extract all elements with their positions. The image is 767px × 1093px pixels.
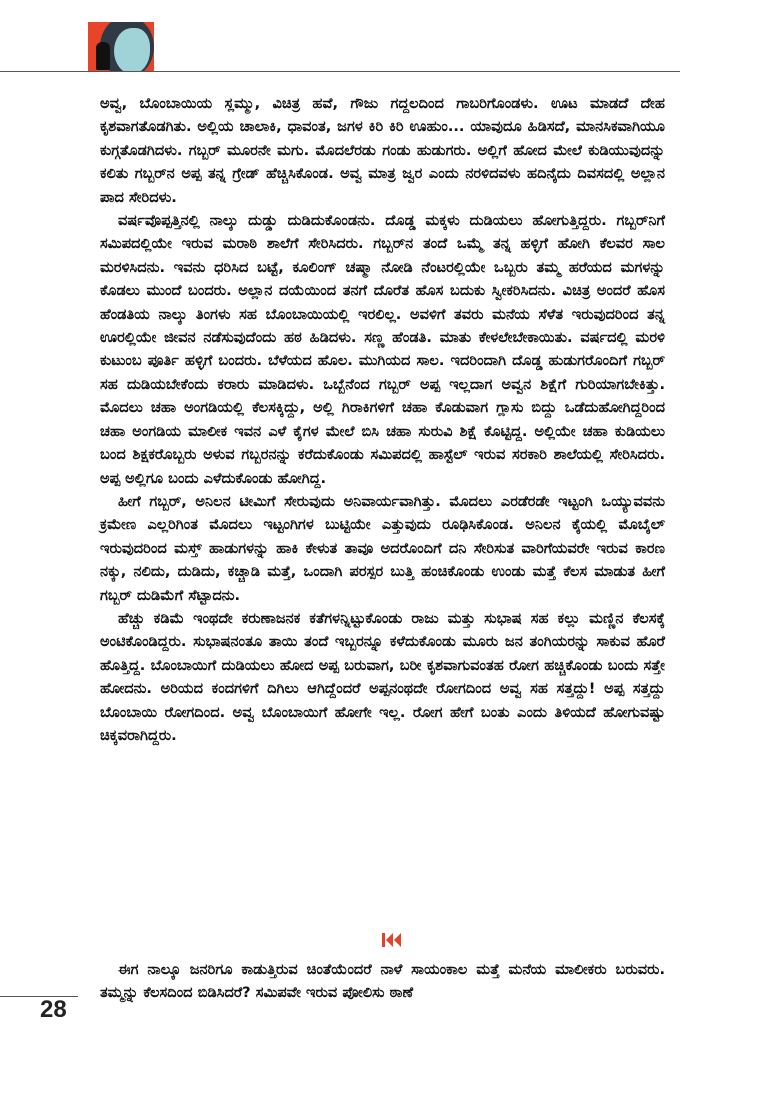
article-continuation	[100, 958, 665, 1005]
article-body	[100, 92, 665, 747]
paragraph: ಈಗ ನಾಲ್ಕೂ ಜನರಿಗೂ ಕಾಡುತ್ತಿರುವ ಚಿಂತೆಯೆಂದರೆ ನಾಳೆ ಸಾಯಂಕಾಲ ಮತ್ತೆ ಮನೆಯ ಮಾಲೀಕರು ಬರುವರು. ತಮ್ಮನ್ನು ಕೆಲಸದಿಂದ ಬಿಡಿಸಿದರೆ? ಸಮಿಪವೇ ಇರುವ ಪೋಲಿಸು ಠಾಣೆ	[100, 961, 665, 1002]
double-chevron-icon	[381, 931, 403, 949]
paragraph: ಹೀಗೆ ಗಬ್ಬರ್, ಅನಿಲನ ಟೀಮಿಗೆ ಸೇರುವುದು ಅನಿವಾರ್ಯವಾಗಿತ್ತು. ಮೊದಲು ಎರಡೆರಡೇ ಇಟ್ಟಂಗಿ ಒಯ್ಯುವವನು ಕ್ರಮೇಣ ಎಲ್ಲರಿಗಿಂತ ಮೊದಲು ಇಟ್ಟಂಗಿಗಳ ಬುಟ್ಟಿಯೇ ಎತ್ತುವುದು ರೂಢಿಸಿಕೊಂಡ. ಅನಿಲನ ಕೈಯಲ್ಲಿ ಮೊಬೈಲ್ ಇರುವುದರಿಂದ ಮಸ್ತ್ ಹಾಡುಗಳನ್ನು ಹಾಕಿ ಕೇಳುತ ತಾವೂ ಅದರೊಂದಿಗೆ ದನಿ ಸೇರಿಸುತ ವಾರಿಗೆಯವರೇ ಇರುವ ಕಾರಣ ನಕ್ಕು, ನಲಿದು, ದುಡಿದು, ಕಚ್ಚಾಡಿ ಮತ್ತೆ, ಒಂದಾಗಿ ಪರಸ್ಪರ ಬುತ್ತಿ ಹಂಚಿಕೊಂಡು ಉಂಡು ಮತ್ತೆ ಕೆಲಸ ಮಾಡುತ ಹೀಗೆ ಗಬ್ಬರ್ ದುಡಿಮೆಗೆ ಸೆಟ್ಟಾದನು.	[100, 492, 665, 604]
page-number: 28	[40, 996, 67, 1023]
paragraph: ವರ್ಷವೊಪ್ಪತ್ತಿನಲ್ಲಿ ನಾಲ್ಕು ದುಡ್ಡು ದುಡಿದುಕೊಂಡನು. ದೊಡ್ಡ ಮಕ್ಕಳು ದುಡಿಯಲು ಹೋಗುತ್ತಿದ್ದರು. ಗಬ್ಬರ್‌ನಿಗೆ ಸಮಿಪದಲ್ಲಿಯೇ ಇರುವ ಮರಾಠಿ ಶಾಲೆಗೆ ಸೇರಿಸಿದರು. ಗಬ್ಬರ್‌ನ ತಂದೆ ಒಮ್ಮೆ ತನ್ನ ಹಳ್ಳಿಗೆ ಹೋಗಿ ಕೆಲವರ ಸಾಲ ಮರಳಿಸಿದನು. ಇವನು ಧರಿಸಿದ ಬಟ್ಟೆ, ಕೂಲಿಂಗ್ ಚಷ್ಮಾ ನೋಡಿ ನೆಂಟರಲ್ಲಿಯೇ ಒಬ್ಬರು ತಮ್ಮ ಹರೆಯದ ಮಗಳನ್ನು ಕೊಡಲು ಮುಂದೆ ಬಂದರು. ಅಲ್ಲಾನ ದಯೆಯಿಂದ ತನಗೆ ದೊರೆತ ಹೊಸ ಬದುಕು ಸ್ವೀಕರಿಸಿದನು. ವಿಚಿತ್ರ ಅಂದರೆ ಹೊಸ ಹೆಂಡತಿಯ ನಾಲ್ಕು ತಿಂಗಳು ಸಹ ಬೊಂಬಾಯಿಯಲ್ಲಿ ಇರಲಿಲ್ಲ. ಅವಳಿಗೆ ತವರು ಮನೆಯ ಸೆಳೆತ ಇರುವುದರಿಂದ ತನ್ನ ಊರಲ್ಲಿಯೇ ಜೀವನ ನಡೆಸುವುದೆಂದು ಹಠ ಹಿಡಿದಳು. ಸಣ್ಣ ಹೆಂಡತಿ. ಮಾತು ಕೇಳಲೇಬೇಕಾಯಿತು. ವರ್ಷದಲ್ಲಿ ಮರಳಿ ಕುಟುಂಬ ಪೂರ್ತಿ ಹಳ್ಳಿಗೆ ಬಂದರು. ಬೆಳೆಯದ ಹೊಲ. ಮುಗಿಯದ ಸಾಲ. ಇದರಿಂದಾಗಿ ದೊಡ್ಡ ಹುಡುಗರೊಂದಿಗೆ ಗಬ್ಬರ್ ಸಹ ದುಡಿಯಬೇಕೆಂದು ಕರಾರು ಮಾಡಿದಳು. ಒಬ್ಬೆನೆಂದ ಗಬ್ಬರ್ ಅಪ್ಪ ಇಲ್ಲದಾಗ ಅವ್ವನ ಶಿಕ್ಷೆಗೆ ಗುರಿಯಾಗಬೇಕಿತ್ತು. ಮೊದಲು ಚಹಾ ಅಂಗಡಿಯಲ್ಲಿ ಕೆಲಸಕ್ಕಿದ್ದು, ಅಲ್ಲಿ ಗಿರಾಕಿಗಳಿಗೆ ಚಹಾ ಕೊಡುವಾಗ ಗ್ಲಾಸು ಬಿದ್ದು ಒಡೆದುಹೋಗಿದ್ದರಿಂದ ಚಹಾ ಅಂಗಡಿಯ ಮಾಲೀಕ ಇವನ ಎಳೆ ಕೈಗಳ ಮೇಲೆ ಬಿಸಿ ಚಹಾ ಸುರುವಿ ಶಿಕ್ಷೆ ಕೊಟ್ಟಿದ್ದ. ಅಲ್ಲಿಯೇ ಚಹಾ ಕುಡಿಯಲು ಬಂದ ಶಿಕ್ಷಕರೊಬ್ಬರು ಅಳುವ ಗಬ್ಬರನನ್ನು ಕರೆದುಕೊಂಡು ಸಮಿಪದಲ್ಲಿ ಹಾಸ್ಟೆಲ್ ಇರುವ ಸರಕಾರಿ ಶಾಲೆಯಲ್ಲಿ ಸೇರಿಸಿದರು. ಅಪ್ಪ ಅಲ್ಲಿಗೂ ಬಂದು ಎಳೆದುಕೊಂಡು ಹೋಗಿದ್ದ.	[100, 212, 665, 487]
paragraph: ಹೆಚ್ಚು ಕಡಿಮೆ ಇಂಥದೇ ಕರುಣಾಜನಕ ಕತೆಗಳನ್ನಿಟ್ಟುಕೊಂಡು ರಾಜು ಮತ್ತು ಸುಭಾಷ ಸಹ ಕಲ್ಲು ಮಣ್ಣಿನ ಕೆಲಸಕ್ಕೆ ಅಂಟಿಕೊಂಡಿದ್ದರು. ಸುಭಾಷನಂತೂ ತಾಯಿ ತಂದೆ ಇಬ್ಬರನ್ನೂ ಕಳೆದುಕೊಂಡು ಮೂರು ಜನ ತಂಗಿಯರನ್ನು ಸಾಕುವ ಹೊರೆ ಹೊತ್ತಿದ್ದ. ಬೊಂಬಾಯಿಗೆ ದುಡಿಯಲು ಹೋದ ಅಪ್ಪ ಬರುವಾಗ, ಬರೀ ಕೃಶವಾಗುವಂತಹ ರೋಗ ಹಚ್ಚಿಕೊಂಡು ಬಂದು ಸತ್ತೇ ಹೋದನು. ಅರಿಯದ ಕಂದಗಳಿಗೆ ದಿಗಿಲು ಆಗಿದ್ದೆಂದರೆ ಅಪ್ಪನಂಥದೇ ರೋಗದಿಂದ ಅವ್ವ ಸಹ ಸತ್ತದ್ದು! ಅಪ್ಪ ಸತ್ತದ್ದು ಬೊಂಬಾಯಿ ರೋಗದಿಂದ. ಅವ್ವ ಬೊಂಬಾಯಿಗೆ ಹೋಗೇ ಇಲ್ಲ. ರೋಗ ಹೇಗೆ ಬಂತು ಎಂದು ತಿಳಿಯದೆ ಹೋಗುವಷ್ಟು ಚಿಕ್ಕವರಾಗಿದ್ದರು.	[100, 609, 665, 744]
magazine-logo-icon	[88, 22, 154, 72]
paragraph: ಅವ್ವ, ಬೊಂಬಾಯಿಯ ಸ್ಲಮ್ಮು, ವಿಚಿತ್ರ ಹವೆ, ಗೌಜು ಗದ್ದಲದಿಂದ ಗಾಬರಿಗೊಂಡಳು. ಊಟ ಮಾಡದೆ ದೇಹ ಕೃಶವಾಗತೊಡಗಿತು. ಅಲ್ಲಿಯ ಚಾಲಾಕಿ, ಧಾವಂತ, ಜಗಳ ಕಿರಿ ಕಿರಿ ಊಹುಂ... ಯಾವುದೂ ಹಿಡಿಸದೆ, ಮಾನಸಿಕವಾಗಿಯೂ ಕುಗ್ಗತೊಡಗಿದಳು. ಗಬ್ಬರ್ ಮೂರನೇ ಮಗು. ಮೊದಲೆರಡು ಗಂಡು ಹುಡುಗರು. ಅಲ್ಲಿಗೆ ಹೋದ ಮೇಲೆ ಕುಡಿಯುವುದನ್ನು ಕಲಿತು ಗಬ್ಬರ್‌ನ ಅಪ್ಪ ತನ್ನ ಗ್ರೇಡ್ ಹೆಚ್ಚಿಸಿಕೊಂಡ. ಅವ್ವ ಮಾತ್ರ ಜ್ವರ ಎಂದು ನರಳಿದವಳು ಹದಿನೈದು ದಿವಸದಲ್ಲಿ ಅಲ್ಲಾನ ಪಾದ ಸೇರಿದಳು.	[100, 95, 665, 206]
header-rule	[0, 71, 680, 72]
